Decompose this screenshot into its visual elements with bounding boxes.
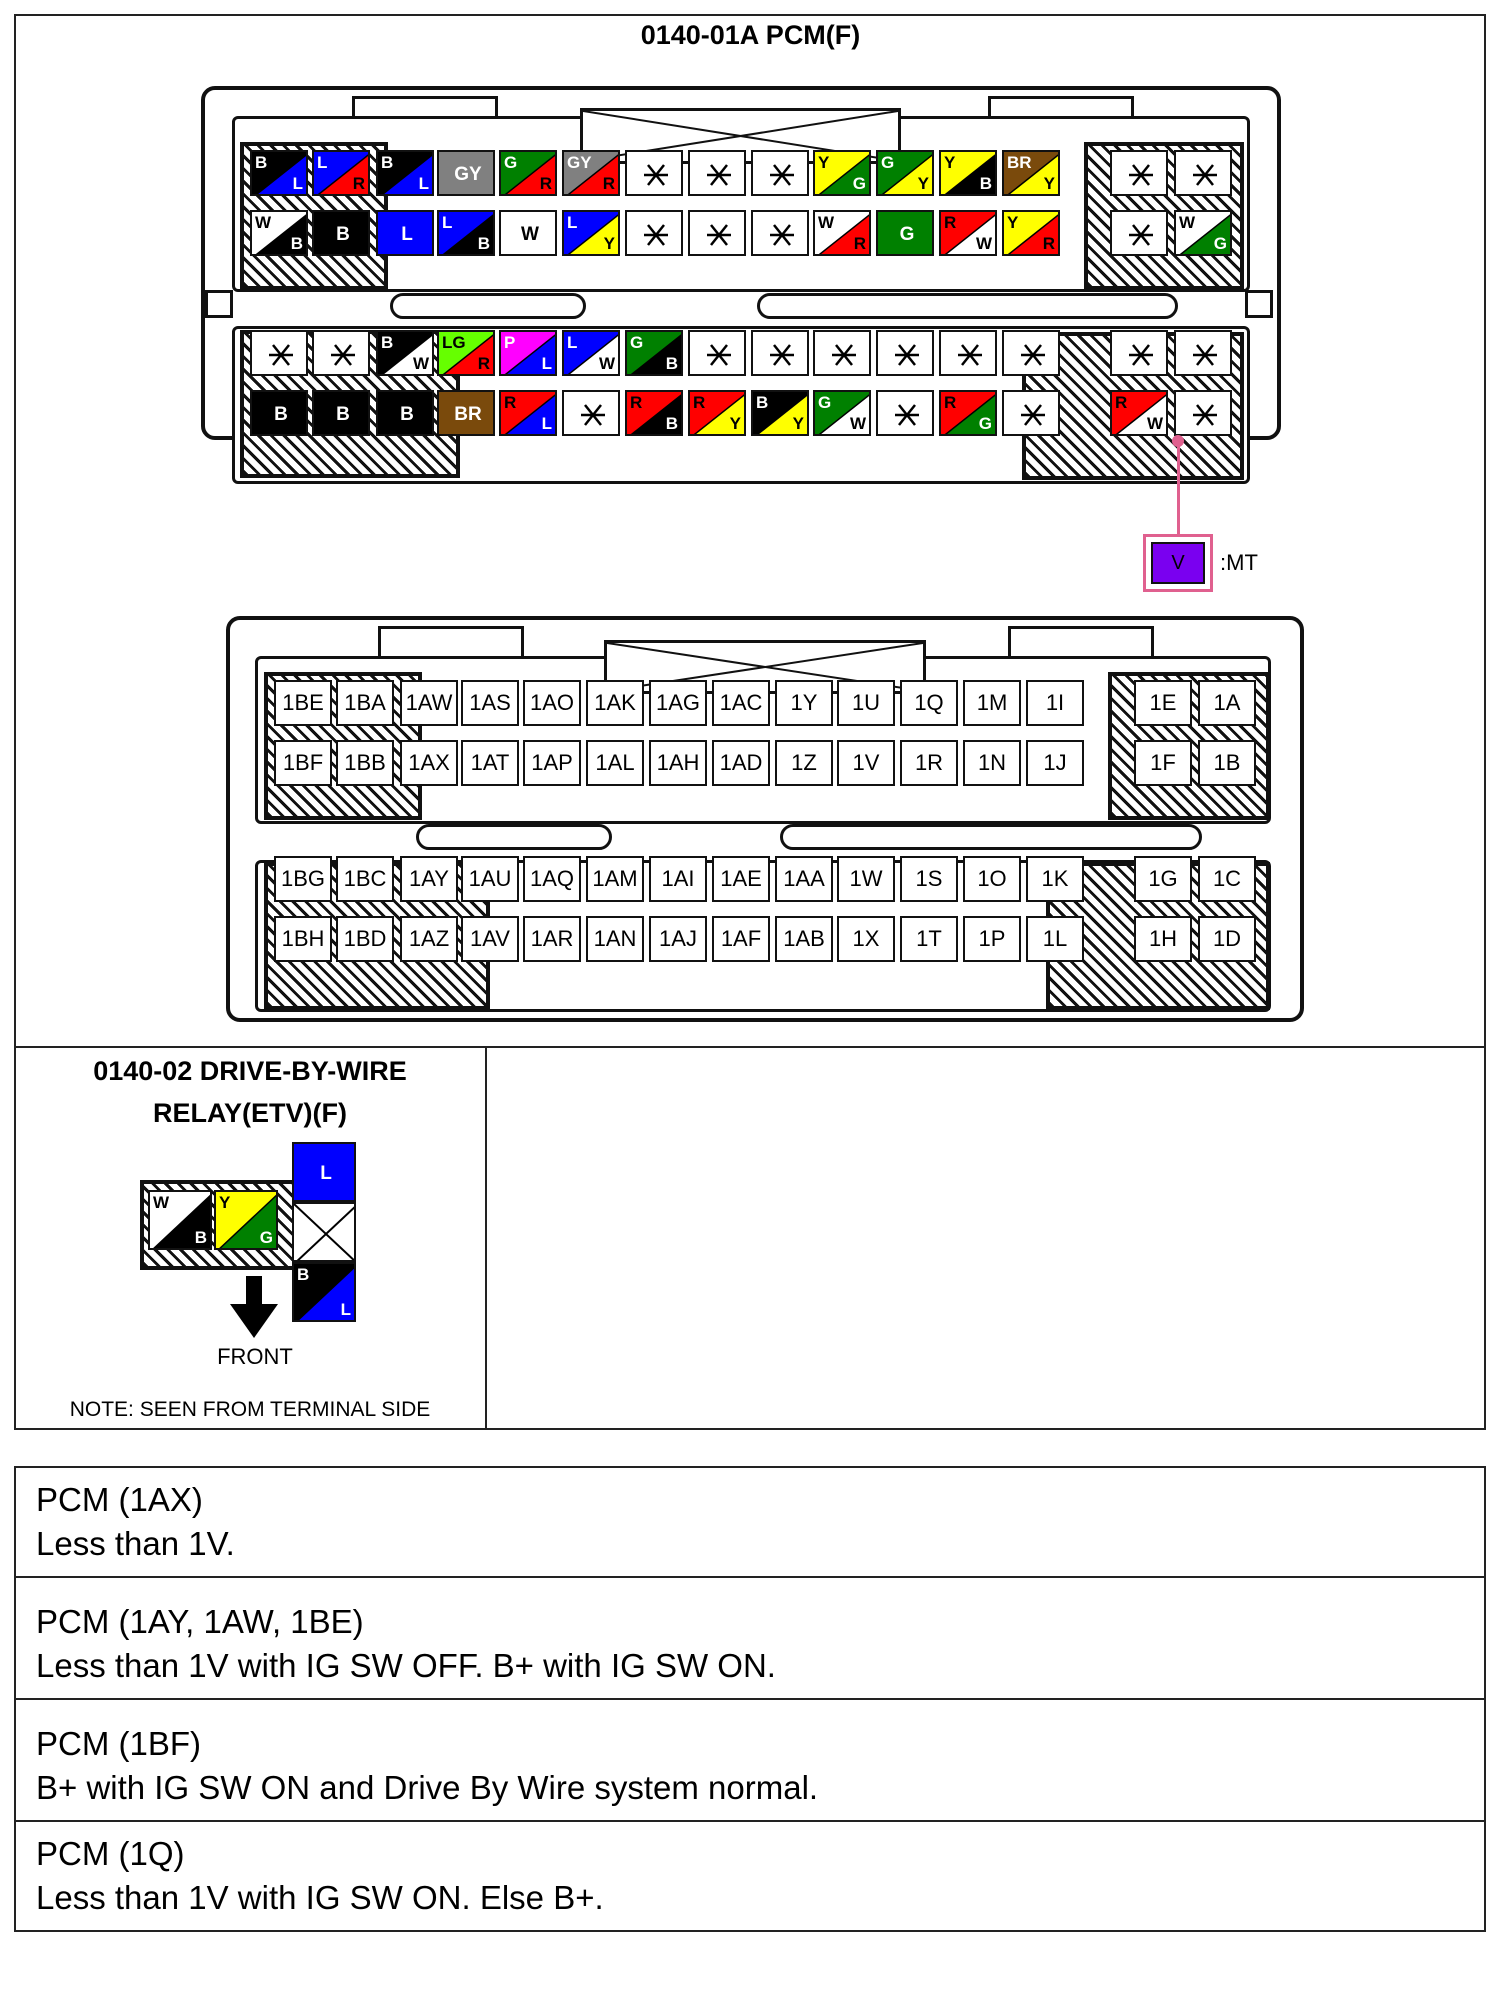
pin-number-1y: 1Y <box>775 680 833 726</box>
wire-color-label: GY <box>454 164 482 185</box>
pin-number-1k: 1K <box>1026 856 1084 902</box>
pin-number-1u: 1U <box>837 680 895 726</box>
wire-color-label-stripe: R <box>539 174 552 193</box>
pin-number-1aq: 1AQ <box>523 856 581 902</box>
pin-number-1at: 1AT <box>461 740 519 786</box>
wire-color-label-primary: G <box>504 153 518 172</box>
wire-pin <box>437 210 495 256</box>
empty-cavity-x-icon <box>292 1202 356 1262</box>
pin-number-1bc: 1BC <box>336 856 394 902</box>
wire-pin <box>1110 390 1168 436</box>
empty-pin-icon <box>751 330 809 376</box>
wire-color-label-primary: R <box>944 393 957 412</box>
wire-pin <box>437 330 495 376</box>
wire-color-label-stripe: B <box>665 354 678 373</box>
front-label: FRONT <box>217 1344 293 1369</box>
wire-color-label-stripe: R <box>602 174 615 193</box>
spec-row <box>16 1700 1484 1822</box>
empty-pin-icon <box>813 330 871 376</box>
pin-number-1al: 1AL <box>586 740 644 786</box>
front-arrow-icon <box>228 1276 280 1340</box>
wire-pin <box>625 390 683 436</box>
wire-color-label-stripe: B <box>290 234 303 253</box>
wire-pin <box>876 150 934 196</box>
empty-pin-icon <box>876 390 934 436</box>
empty-pin-icon <box>312 330 370 376</box>
pin-number-1bb: 1BB <box>336 740 394 786</box>
wire-color-label-stripe: B <box>477 234 490 253</box>
section-divider <box>14 1046 1486 1048</box>
wire-pin <box>562 150 620 196</box>
wire-pin <box>625 330 683 376</box>
pin-number-1h: 1H <box>1134 916 1192 962</box>
wire-color-label-stripe: W <box>412 354 429 373</box>
spec-text: B+ with IG SW ON and Drive By Wire system normal. <box>36 1769 819 1806</box>
wire-pin <box>876 210 934 256</box>
pin-number-1ah: 1AH <box>649 740 707 786</box>
pin-number-1n: 1N <box>963 740 1021 786</box>
empty-pin-icon <box>1174 330 1232 376</box>
wire-color-label-primary: G <box>630 333 644 352</box>
wire-color-label-primary: W <box>255 213 272 232</box>
spec-heading: PCM (1Q) <box>36 1835 185 1872</box>
wire-color-label-primary: B <box>756 393 769 412</box>
pin-number-1ad: 1AD <box>712 740 770 786</box>
pin-number-1aj: 1AJ <box>649 916 707 962</box>
wire-color-label-stripe: L <box>340 1300 351 1319</box>
wire-pin <box>376 390 434 436</box>
wire-color-label-primary: Y <box>818 153 830 172</box>
wire-color-label: G <box>899 224 915 245</box>
pin-number-1ar: 1AR <box>523 916 581 962</box>
wire-pin <box>250 390 308 436</box>
wire-color-label-primary: LG <box>442 333 466 352</box>
wire-color-label-stripe: B <box>665 414 678 433</box>
spec-row <box>16 1822 1484 1930</box>
pin-number-1ag: 1AG <box>649 680 707 726</box>
wire-pin <box>499 330 557 376</box>
wire-pin <box>292 1142 356 1202</box>
pin-number-1b: 1B <box>1198 740 1256 786</box>
empty-pin-icon <box>1002 390 1060 436</box>
empty-pin-icon <box>1110 210 1168 256</box>
relay-title-line1: 0140-02 DRIVE-BY-WIRE <box>93 1056 407 1086</box>
spec-heading: PCM (1AY, 1AW, 1BE) <box>36 1603 364 1640</box>
pin-number-1q: 1Q <box>900 680 958 726</box>
empty-pin-icon <box>1110 150 1168 196</box>
pin-number-1au: 1AU <box>461 856 519 902</box>
spec-heading: PCM (1BF) <box>36 1725 201 1762</box>
wire-color-label: B <box>274 404 288 425</box>
wire-color-label-primary: R <box>693 393 706 412</box>
pin-number-1v: 1V <box>837 740 895 786</box>
wire-pin <box>376 210 434 256</box>
wire-color-label-stripe: R <box>477 354 490 373</box>
pin-number-1g: 1G <box>1134 856 1192 902</box>
wire-color-label-stripe: B <box>194 1228 207 1247</box>
wire-color-label-stripe: B <box>979 174 992 193</box>
pin-number-1o: 1O <box>963 856 1021 902</box>
wire-pin <box>250 210 308 256</box>
pin-number-1ba: 1BA <box>336 680 394 726</box>
wire-pin <box>562 210 620 256</box>
mt-leader-line <box>1177 440 1180 534</box>
pin-number-1r: 1R <box>900 740 958 786</box>
wire-color-label-primary: P <box>504 333 516 352</box>
wire-color-label-primary: R <box>944 213 957 232</box>
pin-number-1l: 1L <box>1026 916 1084 962</box>
empty-pin-icon <box>562 390 620 436</box>
wire-color-label-stripe: R <box>853 234 866 253</box>
wire-pin <box>939 210 997 256</box>
wire-pin <box>292 1262 356 1322</box>
guide-slot-left <box>390 293 586 319</box>
pin-number-1z: 1Z <box>775 740 833 786</box>
pin-number-1av: 1AV <box>461 916 519 962</box>
pin-number-1am: 1AM <box>586 856 644 902</box>
section-divider-vertical <box>485 1046 487 1430</box>
spec-row <box>16 1578 1484 1700</box>
wire-color-label-stripe: L <box>541 354 552 373</box>
wire-color-label-stripe: W <box>975 234 992 253</box>
pin-number-1as: 1AS <box>461 680 519 726</box>
guide-slot-left-lower <box>416 824 612 850</box>
wire-color-label-primary: G <box>881 153 895 172</box>
empty-pin-icon <box>939 330 997 376</box>
wire-color-label-stripe: Y <box>792 414 804 433</box>
wire-pin <box>751 390 809 436</box>
pin-number-1ae: 1AE <box>712 856 770 902</box>
relay-title-line2: RELAY(ETV)(F) <box>153 1098 347 1128</box>
pin-number-1p: 1P <box>963 916 1021 962</box>
wire-pin <box>1002 150 1060 196</box>
wire-pin <box>376 150 434 196</box>
wire-color-label-primary: B <box>255 153 268 172</box>
pin-number-1x: 1X <box>837 916 895 962</box>
wire-pin <box>939 390 997 436</box>
empty-pin-icon <box>876 330 934 376</box>
wire-color-label-primary: R <box>630 393 643 412</box>
wire-color-label-stripe: R <box>1042 234 1055 253</box>
wire-color-label-primary: B <box>381 153 394 172</box>
empty-pin-icon <box>1174 150 1232 196</box>
guide-slot-right <box>757 293 1178 319</box>
mt-wire-badge <box>1143 534 1213 592</box>
wire-color-label-stripe: L <box>292 174 303 193</box>
pin-number-1ak: 1AK <box>586 680 644 726</box>
pin-number-1d: 1D <box>1198 916 1256 962</box>
empty-pin-icon <box>688 210 746 256</box>
wire-pin <box>562 330 620 376</box>
wire-pin <box>1174 210 1232 256</box>
wire-color-label-primary: Y <box>219 1193 231 1212</box>
wire-color-label-stripe: G <box>1213 234 1227 253</box>
spec-text: Less than 1V with IG SW ON. Else B+. <box>36 1879 604 1916</box>
wire-color-label-primary: W <box>818 213 835 232</box>
wire-color-label: W <box>521 224 539 245</box>
wire-color-label-primary: BR <box>1007 153 1032 172</box>
wire-pin <box>813 390 871 436</box>
wire-color-label-stripe: G <box>259 1228 273 1247</box>
pin-number-1bh: 1BH <box>274 916 332 962</box>
wire-color-label-stripe: G <box>978 414 992 433</box>
wire-color-label-stripe: W <box>598 354 615 373</box>
mt-leader-dot <box>1172 435 1184 447</box>
view-note: NOTE: SEEN FROM TERMINAL SIDE <box>69 1398 431 1421</box>
pin-number-1j: 1J <box>1026 740 1084 786</box>
wire-color-label-primary: L <box>567 213 578 232</box>
empty-pin-icon <box>688 330 746 376</box>
empty-pin-icon <box>688 150 746 196</box>
pin-number-1ai: 1AI <box>649 856 707 902</box>
pin-number-1aa: 1AA <box>775 856 833 902</box>
empty-pin-icon <box>751 150 809 196</box>
pin-number-1a: 1A <box>1198 680 1256 726</box>
empty-pin-icon <box>1174 390 1232 436</box>
empty-pin-icon <box>625 210 683 256</box>
wire-color-label-primary: W <box>153 1193 170 1212</box>
empty-pin-icon <box>751 210 809 256</box>
wire-color-label-stripe: W <box>1146 414 1163 433</box>
guide-slot-right-lower <box>780 824 1202 850</box>
mt-wire-color: V <box>1151 542 1205 584</box>
housing-notch-left <box>205 290 233 318</box>
empty-pin-icon <box>625 150 683 196</box>
wire-color-label: BR <box>454 404 482 425</box>
wire-color-label-stripe: L <box>418 174 429 193</box>
wire-color-label: L <box>401 224 413 245</box>
wire-pin <box>688 390 746 436</box>
wire-pin <box>312 390 370 436</box>
empty-pin-icon <box>1110 330 1168 376</box>
pin-number-1f: 1F <box>1134 740 1192 786</box>
mt-badge-suffix: :MT <box>1220 550 1258 575</box>
wire-pin <box>437 150 495 196</box>
empty-pin-icon <box>250 330 308 376</box>
pin-number-1t: 1T <box>900 916 958 962</box>
wire-pin <box>813 210 871 256</box>
pin-number-1bd: 1BD <box>336 916 394 962</box>
pin-number-1ac: 1AC <box>712 680 770 726</box>
pin-number-1bg: 1BG <box>274 856 332 902</box>
wire-color-label-stripe: W <box>849 414 866 433</box>
housing-notch-right <box>1245 290 1273 318</box>
pin-number-1ay: 1AY <box>400 856 458 902</box>
spec-row <box>16 1468 1484 1578</box>
pin-number-1bf: 1BF <box>274 740 332 786</box>
wire-color-label-stripe: Y <box>1043 174 1055 193</box>
wire-color-label-primary: L <box>317 153 328 172</box>
wire-pin <box>250 150 308 196</box>
pin-number-1ab: 1AB <box>775 916 833 962</box>
empty-pin-icon <box>1002 330 1060 376</box>
pcm-connector-title: 0140-01A PCM(F) <box>640 20 861 50</box>
pin-number-1ao: 1AO <box>523 680 581 726</box>
pin-number-1ap: 1AP <box>523 740 581 786</box>
spec-text: Less than 1V with IG SW OFF. B+ with IG SW ON. <box>36 1647 776 1684</box>
wire-color-label: L <box>320 1163 332 1184</box>
pin-number-1i: 1I <box>1026 680 1084 726</box>
wire-pin <box>214 1190 278 1250</box>
wire-color-label-primary: GY <box>567 153 592 172</box>
pin-number-1e: 1E <box>1134 680 1192 726</box>
pin-number-1w: 1W <box>837 856 895 902</box>
pin-number-1af: 1AF <box>712 916 770 962</box>
wire-color-label-stripe: Y <box>917 174 929 193</box>
wire-color-label: B <box>336 224 350 245</box>
spec-text: Less than 1V. <box>36 1525 235 1562</box>
wire-pin <box>312 150 370 196</box>
pin-number-1be: 1BE <box>274 680 332 726</box>
wire-pin <box>376 330 434 376</box>
pin-number-1an: 1AN <box>586 916 644 962</box>
pin-number-1m: 1M <box>963 680 1021 726</box>
pin-number-1c: 1C <box>1198 856 1256 902</box>
wire-color-label-primary: B <box>381 333 394 352</box>
wire-pin <box>939 150 997 196</box>
spec-heading: PCM (1AX) <box>36 1481 203 1518</box>
wire-pin <box>499 150 557 196</box>
pin-number-1az: 1AZ <box>400 916 458 962</box>
wire-pin <box>1002 210 1060 256</box>
wire-color-label-stripe: R <box>352 174 365 193</box>
wire-color-label-primary: G <box>818 393 832 412</box>
wire-pin <box>499 210 557 256</box>
wire-color-label-stripe: Y <box>729 414 741 433</box>
pin-number-1aw: 1AW <box>400 680 458 726</box>
wire-pin <box>499 390 557 436</box>
wire-color-label-primary: Y <box>1007 213 1019 232</box>
wire-color-label: B <box>400 404 414 425</box>
pin-number-1ax: 1AX <box>400 740 458 786</box>
wire-pin <box>148 1190 212 1250</box>
wire-color-label-primary: R <box>504 393 517 412</box>
wire-pin <box>437 390 495 436</box>
wire-color-label-primary: R <box>1115 393 1128 412</box>
wire-color-label-primary: L <box>567 333 578 352</box>
wire-color-label-primary: B <box>297 1265 310 1284</box>
pin-number-1s: 1S <box>900 856 958 902</box>
wire-color-label: B <box>336 404 350 425</box>
voltage-spec-table <box>14 1466 1486 1932</box>
wire-color-label-primary: L <box>442 213 453 232</box>
wire-pin <box>813 150 871 196</box>
wire-pin <box>312 210 370 256</box>
wire-color-label-primary: Y <box>944 153 956 172</box>
wire-color-label-stripe: Y <box>603 234 615 253</box>
wire-color-label-stripe: G <box>852 174 866 193</box>
wire-color-label-stripe: L <box>541 414 552 433</box>
wire-color-label-primary: W <box>1179 213 1196 232</box>
